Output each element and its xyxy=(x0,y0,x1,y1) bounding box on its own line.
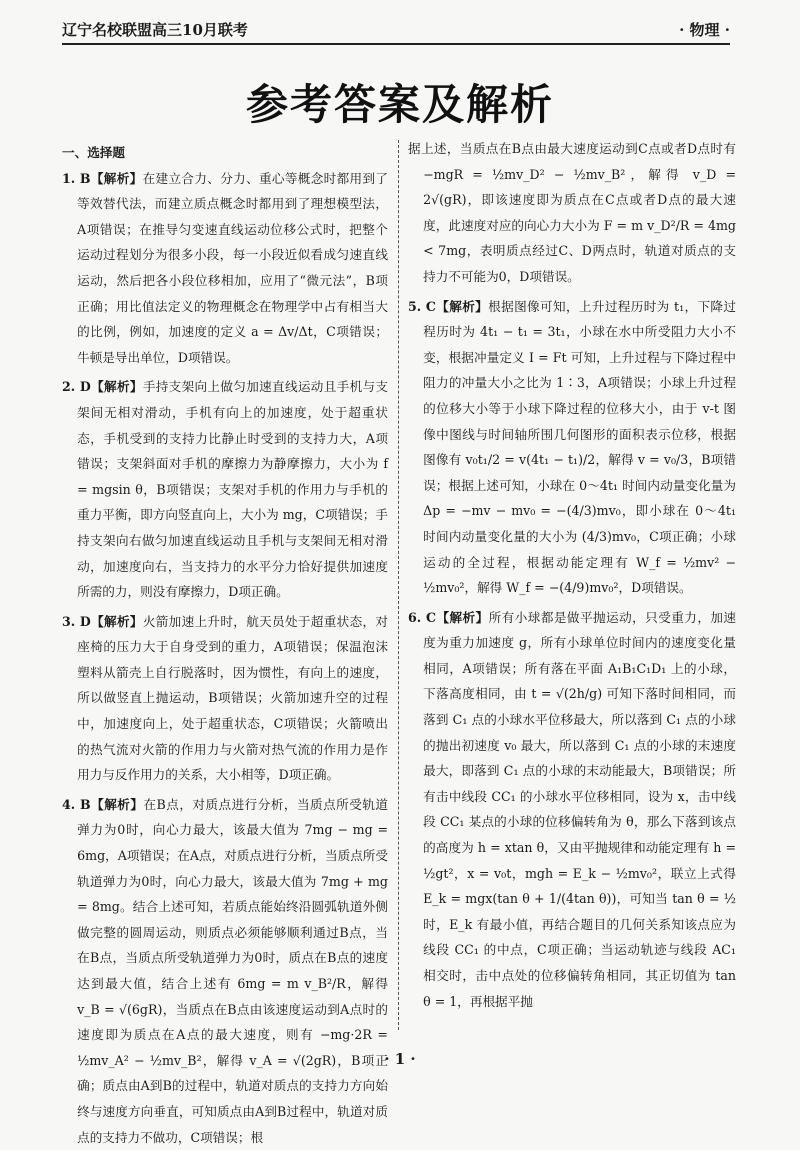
answer-text: 在B点，对质点进行分析，当质点所受轨道弹力为0时，向心力最大，该最大值为 7mg − mg = 6mg，A项错误；在A点，对质点进行分析，当质点所受轨道弹力为0时，向心力最大，该最大值为 7mg + mg = 8mg。结合上述可知，若质点能始终沿圆弧轨道外侧做完整的圆周运动，则质点必须能够顺利通过B点，当在B点，当质点所受轨道弹力为0时，质点在B点的速度达到最大值，结合上述有 6mg = m v_B²/R，解得 v_B = √(6gR)，当质点在B点由该速度运动到A点时的速度即为质点在A点的最大速度，则有 −mg·2R = ½mv_A² − ½mv_B²，解得 v_A = √(2gR)，B项正确；质点由A到B的过程中，轨道对质点的支持力方向始终与速度方向垂直，可知质点由A到B过程中，轨道对质点的支持力不做功，C项错误；根 xyxy=(77,796,388,1145)
answer-text: 据上述，当质点在B点由最大速度运动到C点或者D点时有 −mgR = ½mv_D² − ½mv_B²，解得 v_D = 2√(gR)，即该速度即为质点在C点或者D点的最大速度，此速度对应的向心力大小为 F = m v_D²/R = 4mg < 7mg，表明质点经过C、D两点时，轨道对质点的支持力不可能为0，D项错误。 xyxy=(408,141,736,284)
section-heading: 一、选择题 xyxy=(62,145,125,160)
answer-item-4-continued xyxy=(408,136,736,290)
answer-head: 4. B【解析】 xyxy=(62,796,144,812)
page-header xyxy=(62,14,730,45)
answer-item-4 xyxy=(62,792,388,1150)
answer-head: 1. B【解析】 xyxy=(62,170,143,186)
answer-item-5 xyxy=(408,294,736,601)
answer-text: 在建立合力、分力、重心等概念时都用到了等效替代法，而建立质点概念时都用到了理想模型法，A项错误；在推导匀变速直线运动位移公式时，把整个运动过程划分为很多小段，每一小段近似看成匀速直线运动，然后把各小段位移相加，应用了“微元法”，B项正确；用比值法定义的物理概念在物理学中占有相当大的比例，例如，加速度的定义 a = Δv/Δt，C项错误；牛顿是导出单位，D项错误。 xyxy=(77,170,388,365)
answer-text: 火箭加速上升时，航天员处于超重状态，对座椅的压力大于自身受到的重力，A项错误；保温泡沫塑料从箭壳上自行脱落时，因为惯性，有向上的速度，所以做竖直上抛运动，B项错误；火箭加速升空的过程中，加速度向上，处于超重状态，C项错误；火箭喷出的热气流对火箭的作用力与火箭对热气流的作用力是作用力与反作用力的关系，大小相等，D项正确。 xyxy=(77,613,389,783)
header-subject: · 物理 · xyxy=(679,21,730,39)
right-column xyxy=(408,136,736,1014)
column-divider xyxy=(398,140,399,1030)
page-title: 参考答案及解析 xyxy=(245,80,554,129)
answer-text: 手持支架向上做匀加速直线运动且手机与支架间无相对滑动，手机有向上的加速度，处于超重状态，手机受到的支持力比静止时受到的支持力大，A项错误；支架斜面对手机的摩擦力为静摩擦力，大小为 f = mgsin θ，B项错误；支架对手机的作用力与手机的重力平衡，即方向竖直向上，大小为 mg，C项错误；手持支架向右做匀加速直线运动且手机与支架间无相对滑动，加速度向右，当支持力的水平分力恰好提供加速度所需的力，则没有摩擦力，D项正确。 xyxy=(77,379,389,600)
header-exam-name: 辽宁名校联盟高三10月联考 xyxy=(62,21,248,39)
answer-text: 根据图像可知，上升过程历时为 t₁，下降过程历时为 4t₁ − t₁ = 3t₁，小球在水中所受阻力大小不变，根据冲量定义 I = Ft 可知，上升过程与下降过程中阻力的冲量大小之比为 1∶3，A项错误；小球上升过程的位移大小等于小球下降过程的位移大小，由于 v-t 图像中图线与时间轴所围几何图形的面积表示位移，根据图像有 v₀t₁/2 = v(4t₁ − t₁)/2，解得 v = v₀/3，B项错误；根据上述可知，小球在 0～4t₁ 时间内动量变化量为 Δp = −mv − mv₀ = −(4/3)mv₀，即小球在 0～4t₁ 时间内动量变化量的大小为 (4/3)mv₀，C项正确；小球运动的全过程，根据动能定理有 W_f = ½mv² − ½mv₀²，解得 W_f = −(4/9)mv₀²，D项错误。 xyxy=(423,298,736,596)
answer-item-2 xyxy=(62,374,388,604)
answer-text: 所有小球都是做平抛运动，只受重力，加速度为重力加速度 g，所有小球单位时间内的速度变化量相同，A项错误；所有落在平面 A₁B₁C₁D₁ 上的小球，下落高度相同，由 t = √(2h/g) 可知下落时间相同，而落到 C₁ 点的小球水平位移最大，所以落到 C₁ 点的小球的抛出初速度 v₀ 最大，所以落到 C₁ 点的小球的末速度最大，即落到 C₁ 点的小球的末动能最大，B项错误；所有击中线段 CC₁ 的小球水平位移相同，设为 x，击中线段 CC₁ 某点的小球的位移偏转角为 θ，那么下落到该点的高度为 h = xtan θ，又由平抛规律和动能定理有 h = ½gt²，x = v₀t，mgh = E_k − ½mv₀²，联立上式得 E_k = mgx(tan θ + 1/(4tan θ))，可知当 tan θ = ½ 时，E_k 有最小值，再结合题目的几何关系知该点应为线段 CC₁ 的中点，C项正确；当运动轨迹与线段 AC₁ 相交时，击中点处的位移偏转角相同，其正切值为 tan θ = 1，再根据平抛 xyxy=(423,609,737,1009)
answer-item-6 xyxy=(408,605,736,1015)
answer-head: 6. C【解析】 xyxy=(408,609,489,625)
answer-item-3 xyxy=(62,609,388,788)
answer-head: 3. D【解析】 xyxy=(62,613,143,629)
page-number: · 1 · xyxy=(384,1050,416,1068)
answer-item-1 xyxy=(62,166,388,371)
answer-head: 2. D【解析】 xyxy=(62,379,143,395)
left-column xyxy=(62,140,388,1150)
answer-head: 5. C【解析】 xyxy=(408,298,489,314)
